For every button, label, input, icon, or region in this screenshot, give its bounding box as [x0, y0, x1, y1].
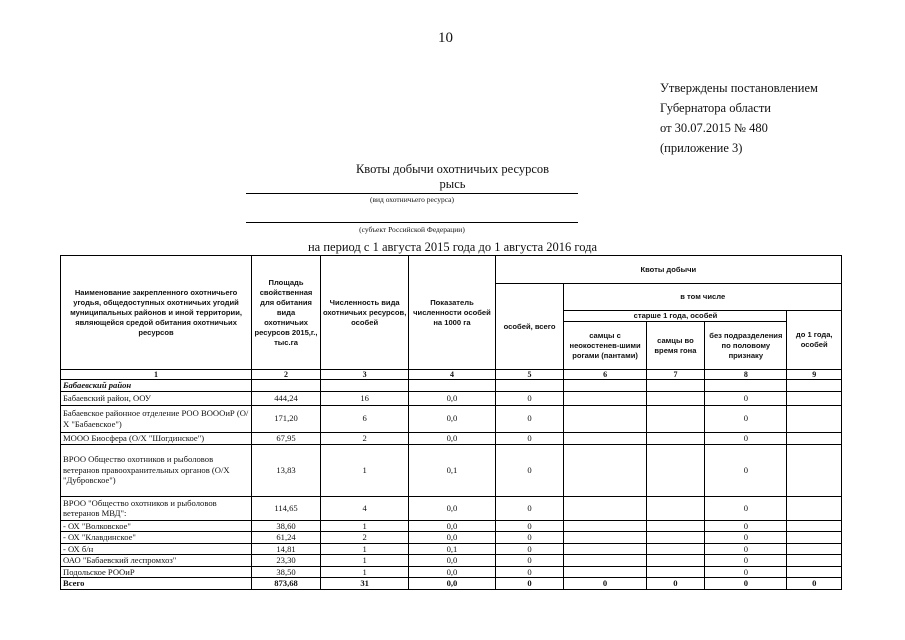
cell-name: ОАО "Бабаевский леспромхоз" — [61, 555, 252, 567]
cell-c8: 0 — [705, 566, 787, 578]
cell-c9 — [787, 555, 842, 567]
cell-c9 — [787, 532, 842, 544]
cell-density: 0,1 — [409, 543, 495, 555]
cell-c9: 0 — [787, 578, 842, 590]
cell-count: 1 — [320, 543, 408, 555]
cell-c6 — [564, 520, 646, 532]
cell-c9 — [787, 405, 842, 432]
cell-name: МООО Биосфера (О/Х "Шогдинское") — [61, 432, 252, 444]
cell-c6 — [564, 432, 646, 444]
cell-total: 0 — [495, 432, 564, 444]
header-count: Численность вида охотничьих ресурсов, особей — [320, 256, 408, 370]
cell-c9 — [787, 543, 842, 555]
cell-c6 — [564, 496, 646, 520]
cell-area: 171,20 — [252, 405, 321, 432]
cell-c6 — [564, 566, 646, 578]
cell-c8: 0 — [705, 391, 787, 405]
cell-area: 67,95 — [252, 432, 321, 444]
cell-density: 0,0 — [409, 432, 495, 444]
header-under1: до 1 года, особей — [787, 311, 842, 370]
table-row — [61, 496, 842, 520]
cell-c7 — [646, 432, 705, 444]
cell-c9 — [787, 520, 842, 532]
cell-c7 — [646, 555, 705, 567]
cell-c8: 0 — [705, 578, 787, 590]
header-males-rut: самцы во время гона — [646, 322, 705, 370]
cell-density: 0,0 — [409, 578, 495, 590]
cell-area: 38,50 — [252, 566, 321, 578]
cell-c7 — [646, 391, 705, 405]
column-number-cell: 9 — [787, 370, 842, 380]
total-row — [61, 578, 842, 590]
cell-count: 2 — [320, 532, 408, 544]
cell-total: 0 — [495, 496, 564, 520]
cell-count: 1 — [320, 520, 408, 532]
cell-density: 0,0 — [409, 496, 495, 520]
cell-name: ВРОО "Общество охотников и рыболовов ветеранов МВД": — [61, 496, 252, 520]
cell-c6 — [564, 532, 646, 544]
empty-cell — [646, 380, 705, 392]
table-row — [61, 444, 842, 496]
header-density: Показатель численности особей на 1000 га — [409, 256, 495, 370]
cell-c8: 0 — [705, 496, 787, 520]
header-total: особей, всего — [495, 284, 564, 370]
column-number-cell: 4 — [409, 370, 495, 380]
table-row — [61, 520, 842, 532]
title-line: Квоты добычи охотничьих ресурсов — [355, 162, 550, 176]
table-row — [61, 391, 842, 405]
cell-c7: 0 — [646, 578, 705, 590]
header-area: Площадь свойственная для обитания вида охотничьих ресурсов 2015,г., тыс.га — [252, 256, 321, 370]
cell-count: 2 — [320, 432, 408, 444]
column-number-cell: 8 — [705, 370, 787, 380]
empty-cell — [495, 380, 564, 392]
resource-underline — [246, 193, 578, 194]
cell-name: - ОХ б/н — [61, 543, 252, 555]
cell-name: Бабаевское районное отделение РОО ВОООиР (О/Х "Бабаевское") — [61, 405, 252, 432]
cell-name: ВРОО Общество охотников и рыболовов ветеранов правоохранительных органов (О/Х "Дубровское") — [61, 444, 252, 496]
cell-area: 13,83 — [252, 444, 321, 496]
cell-c8: 0 — [705, 432, 787, 444]
cell-name: - ОХ "Клавдинское" — [61, 532, 252, 544]
cell-density: 0,0 — [409, 391, 495, 405]
cell-count: 1 — [320, 555, 408, 567]
cell-c6 — [564, 391, 646, 405]
cell-c6: 0 — [564, 578, 646, 590]
cell-c9 — [787, 496, 842, 520]
cell-total: 0 — [495, 532, 564, 544]
approval-line: от 30.07.2015 № 480 — [660, 121, 768, 135]
empty-cell — [787, 380, 842, 392]
cell-area: 114,65 — [252, 496, 321, 520]
cell-count: 6 — [320, 405, 408, 432]
header-males-antlers: самцы с неокостенев-шими рогами (пантами) — [564, 322, 646, 370]
cell-count: 31 — [320, 578, 408, 590]
header-name: Наименование закрепленного охотничьего угодья, общедоступных охотничьих угодий муниципальных районов и иной территории, являющейся средой обитания охотничьих ресурсов — [61, 256, 252, 370]
resource-caption: (вид охотничьего ресурса) — [369, 195, 454, 204]
column-number-cell: 5 — [495, 370, 564, 380]
header-quota: Квоты добычи — [495, 256, 841, 284]
column-number-cell: 2 — [252, 370, 321, 380]
cell-total: 0 — [495, 555, 564, 567]
table-row — [61, 555, 842, 567]
cell-total: 0 — [495, 391, 564, 405]
cell-area: 444,24 — [252, 391, 321, 405]
subject-underline — [246, 222, 578, 223]
cell-c7 — [646, 444, 705, 496]
cell-c6 — [564, 543, 646, 555]
empty-cell — [409, 380, 495, 392]
cell-c8: 0 — [705, 543, 787, 555]
cell-count: 4 — [320, 496, 408, 520]
cell-c8: 0 — [705, 520, 787, 532]
cell-total: 0 — [495, 405, 564, 432]
cell-count: 1 — [320, 566, 408, 578]
table-row — [61, 566, 842, 578]
cell-name: Подольское РООиР — [61, 566, 252, 578]
cell-area: 873,68 — [252, 578, 321, 590]
quota-table — [60, 255, 842, 590]
column-number-cell: 3 — [320, 370, 408, 380]
cell-total: 0 — [495, 566, 564, 578]
cell-c7 — [646, 532, 705, 544]
cell-c9 — [787, 432, 842, 444]
cell-count: 16 — [320, 391, 408, 405]
approval-line: Губернатора области — [660, 101, 771, 115]
cell-area: 38,60 — [252, 520, 321, 532]
header-older: старше 1 года, особей — [564, 311, 787, 322]
cell-total: 0 — [495, 520, 564, 532]
district-name: Бабаевский район — [61, 380, 252, 392]
empty-cell — [705, 380, 787, 392]
cell-c6 — [564, 555, 646, 567]
header-including: в том числе — [564, 284, 842, 311]
cell-density: 0,0 — [409, 566, 495, 578]
column-number-cell: 6 — [564, 370, 646, 380]
header-no-sex: без подразделения по половому признаку — [705, 322, 787, 370]
empty-cell — [320, 380, 408, 392]
empty-cell — [252, 380, 321, 392]
subject-caption: (субъект Российской Федерации) — [359, 225, 465, 234]
page-number: 10 — [438, 30, 453, 46]
column-number-cell: 1 — [61, 370, 252, 380]
document-title — [0, 162, 905, 192]
cell-total: 0 — [495, 444, 564, 496]
column-number-row — [61, 370, 842, 380]
cell-name: - ОХ "Волковское" — [61, 520, 252, 532]
cell-density: 0,1 — [409, 444, 495, 496]
table-row — [61, 405, 842, 432]
cell-total: 0 — [495, 543, 564, 555]
table-row — [61, 532, 842, 544]
cell-c7 — [646, 566, 705, 578]
cell-name: Всего — [61, 578, 252, 590]
cell-area: 14,81 — [252, 543, 321, 555]
cell-count: 1 — [320, 444, 408, 496]
approval-block — [660, 78, 818, 158]
cell-c8: 0 — [705, 444, 787, 496]
cell-c8: 0 — [705, 555, 787, 567]
cell-c8: 0 — [705, 532, 787, 544]
approval-line: Утверждены постановлением — [660, 81, 818, 95]
cell-c7 — [646, 543, 705, 555]
cell-density: 0,0 — [409, 532, 495, 544]
cell-c6 — [564, 444, 646, 496]
resource-name: рысь — [439, 177, 466, 191]
cell-c9 — [787, 566, 842, 578]
cell-c7 — [646, 405, 705, 432]
period-line: на период с 1 августа 2015 года до 1 августа 2016 года — [307, 240, 597, 254]
cell-c6 — [564, 405, 646, 432]
column-number-cell: 7 — [646, 370, 705, 380]
cell-c9 — [787, 444, 842, 496]
cell-name: Бабаевский район, ООУ — [61, 391, 252, 405]
district-row — [61, 380, 842, 392]
cell-c7 — [646, 520, 705, 532]
cell-area: 61,24 — [252, 532, 321, 544]
empty-cell — [564, 380, 646, 392]
table-row — [61, 543, 842, 555]
table-row — [61, 432, 842, 444]
cell-area: 23,30 — [252, 555, 321, 567]
cell-c8: 0 — [705, 405, 787, 432]
cell-total: 0 — [495, 578, 564, 590]
cell-c9 — [787, 391, 842, 405]
cell-c7 — [646, 496, 705, 520]
cell-density: 0,0 — [409, 555, 495, 567]
cell-density: 0,0 — [409, 405, 495, 432]
approval-line: (приложение 3) — [660, 141, 743, 155]
cell-density: 0,0 — [409, 520, 495, 532]
